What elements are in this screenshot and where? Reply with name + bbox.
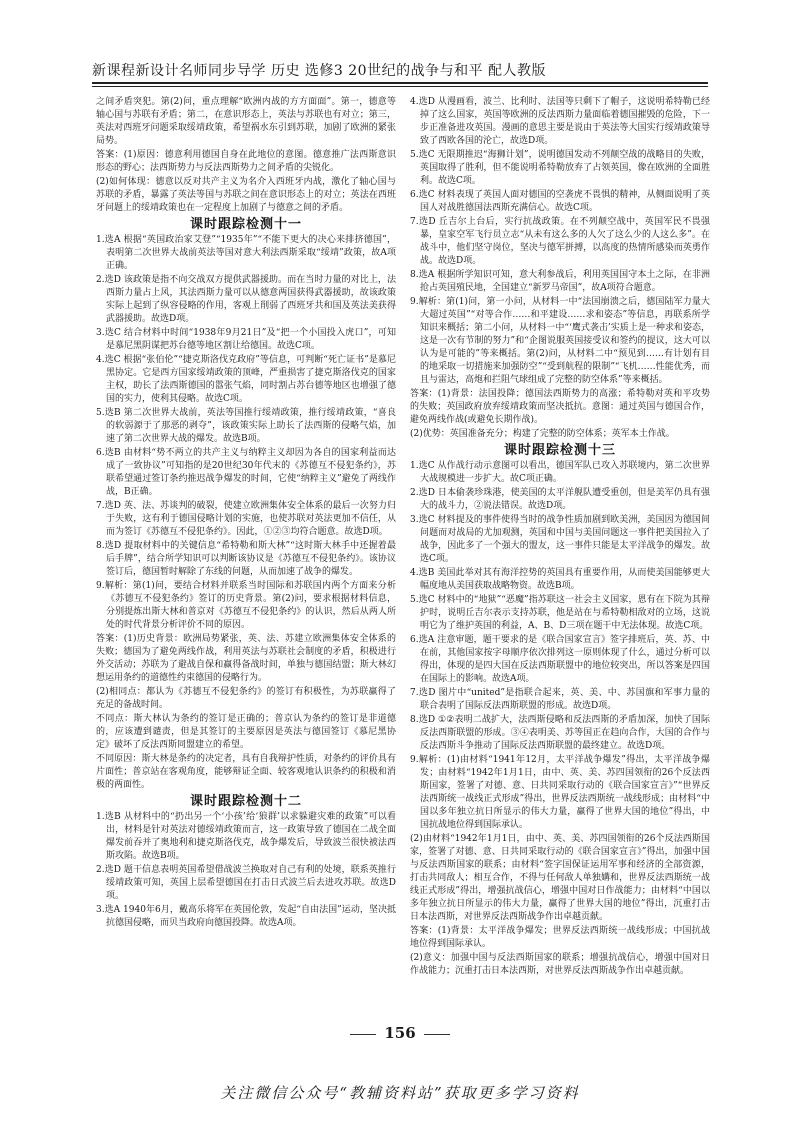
right-column: [410, 96, 710, 1056]
section-title-11: 课时跟踪检测十一: [189, 217, 302, 232]
question-item: 4.选D 从漫画看，波兰、比利时、法国等只剩下了帽子，这说明希特勒已经掉了这么国家，英国等欧洲的反法西斯力量面临着德国摧毁的危险，下一步正准备进攻英国。漫画的意思主要是说由于英法等大国实行绥靖政策导致了西欧各国的沦亡，故选D项。: [410, 97, 710, 146]
answer-paragraph: 答案：(1)原因：德意利用德国自身在此地位的意图。德意推广法西斯意识形态的野心；法西斯势力与反法西斯势力之间矛盾的尖锐化。: [96, 150, 396, 173]
question-item: 1.选B 从材料中的“扔出另一个‘小孩’给‘狼群’以求躲避灾难的政策”可以看出，材料是针对英法对德绥靖政策而言，这一政策导致了德国在二战全面爆发前吞并了奥地利和捷克斯洛伐克，战争爆发后，导致波兰很快被法西斯攻陷。故选B项。: [96, 812, 396, 861]
question-item: 7.选D 英、法、苏谈判的破裂，使建立欧洲集体安全体系的最后一次努力归于失败，这有利于德国侵略计划的实施，也使苏联对英法更加不信任，从而为签订《苏德互不侵犯条约》。因此，①②③均符合题意。故选D项。: [96, 501, 396, 537]
question-item: 8.选D 提取材料中的关键信息“希特勒和斯大林”“这时斯大林手中还握着最后手牌”，结合所学知识可以判断该协议是《苏德互不侵犯条约》。该协议签订后，德国暂时解除了东线的问题，从而加速了战争的爆发。: [96, 541, 396, 577]
question-item: 6.选A 注意审题，题干要求的是《联合国家宣言》签字排班后，英、苏、中在前，其他国家按字母顺序依次排列这一原则体现了什么，通过分析可以得出，体现的是四大国在反法西斯联盟中的地位较突出，所以答案是四国在国际上的影响。故选A项。: [410, 635, 710, 684]
paragraph: 之间矛盾突犯。第(2)问，重点理解“欧洲内战的方方面面”。第一，德意等轴心国与苏联有矛盾；第二，在意识形态上，英法与苏联也有对立；第三，英法对西班牙问题采取绥靖政策，希望祸水东引到苏联，加剧了欧洲的紧张局势。: [96, 97, 396, 146]
paragraph: (2)如何体现：德意以反对共产主义为名介入西班牙内战，激化了轴心国与苏联的矛盾，暴露了英法等国与苏联之间在意识形态上的对立；英法在西班牙问题上的绥靖政策也在一定程度上加剧了与德意之间的矛盾。: [96, 177, 396, 213]
question-item: 9.解析：(1)由材料“1941年12月，太平洋战争爆发”得出，太平洋战争爆发；由材料“1942年1月1日，由中、英、美、苏四国领衔的26个反法西斯国家，签署了对德、意、日共同采取行动的《联合国家宣言》”“世界反法西斯统一战线正式形成”得出，世界反法西斯统一战线形成；由材料“中国以多年独立抗日所显示的伟大力量，赢得了世界大国的地位”得出，中国抗战地位得到国际承认。: [410, 755, 710, 830]
paragraph: (2)优势：英国准备充分；构建了完整的防空体系；英军本土作战。: [410, 429, 675, 439]
question-item: 6.选C 材料表现了英国人面对德国的空袭虎不畏惧的精神，从侧面说明了英国人对战胜德国法西斯充满信心。故选C项。: [410, 190, 710, 213]
header-rule: [92, 82, 708, 87]
question-item: 9.解析：第(1)问，要结合材料并联系当时国际和苏联国内两个方面来分析《苏德互不侵犯条约》签订的历史背景。第(2)问，要求根据材料信息，分别提炼出斯大林和普京对《苏德互不侵犯条约》的认识，然后从两人所处的时代背景分析评价不同的原因。: [96, 581, 396, 630]
question-item: 7.选D 图片中“united”是指联合起来，英、美、中、苏国旗和军事力量的联合表明了国际反法西斯联盟的形成。故选D项。: [410, 688, 710, 711]
question-item: 8.选D ①②表明二战扩大，法西斯侵略和反法西斯的矛盾加深，加快了国际反法西斯联盟的形成。③④表明美、苏等国正在趋向合作，大国的合作与反法西斯斗争推动了国际反法西斯联盟的最终建立。故选D项。: [410, 715, 710, 751]
question-item: 5.选C 材料中的“地狱”“恶魔”指苏联这一社会主义国家，恩有在下院为其辩护时，说明丘吉尔表示支持苏联，他是站在与希特勒相敌对的立场，这说明它为了维护英国的利益，A、B、D三项在题干中无法体现。故选C项。: [410, 595, 710, 631]
page-number: [0, 1024, 800, 1042]
question-item: 3.选C 材料提及的事件使得当时的战争性质加剧到欧美洲，美国因为德国间问题而对战局的尤加观测，英国和中国与美国问题这一事件把美国拉入了战争，因此多了一个强大的盟友，这一事件只能是太平洋战争的爆发。故选C项。: [410, 515, 710, 564]
question-item: 1.选C 从作战行动示意图可以看出，德国军队已攻入苏联境内，第二次世界大战规模进一步扩大。故C项正确。: [410, 461, 710, 484]
question-item: 7.选D 丘吉尔上台后，实行抗战政策。在不列颠空战中，英国军民不畏强暴，皇家空军飞行员立志“从未有这么多的人欠了这么少的人这么多”。在战斗中，他们坚守岗位，坚决与德军拼搏，以高度的热情所感染而英勇作战。故选D项。: [410, 217, 710, 266]
question-item: 9.解析：第(1)问，第一小问，从材料一中“法国崩溃之后，德国陆军力量大大超过英国”“对等合作……和平建设……求和姿态”等信息，再联系所学知识来概括；第二小问，从材料一中“‘鹰式袭击’实质上是一种求和姿态，这是一次有节制的努力”和“企图说服英国接受议和签约的提议，这大可以认为是可能的”等来概括。第(2)问，从材料二中“预见到……有计划有目的地采取一切措施来加强防空”“受到航程的限制”“飞机……性能优秀，而且与雷达，高炮和拦阻气球组成了完整的防空体系”等来概括。: [410, 297, 710, 385]
footer-watermark: 关注微信公众号“教辅资料站”获取更多学习资料: [220, 1084, 580, 1102]
question-item: 2.选D 题干信息表明英国希望借战波兰换取对自己有利的处境，联系英推行绥靖政策可知，英国上层希望德国在打击日式波兰后去进攻苏联。故选D项。: [96, 865, 396, 901]
answer-paragraph: 答案：(1)背景：太平洋战争爆发；世界反法西斯统一战线形成；中国抗战地位得到国际承认。: [410, 926, 710, 949]
answer-paragraph: 答案：(1)历史背景：欧洲局势紧张，英、法、苏建立欧洲集体安全体系的失败；德国为了避免两线作战，利用英法与苏联社会制度的矛盾，积极进行外交活动；苏联为了避战自保和赢得备战时间，单独与德国结盟；斯大林幻想运用条约的道德性约束德国的侵略行为。: [96, 634, 396, 683]
page-number-dash: [350, 1034, 376, 1035]
paragraph: (2)意义：加强中国与反法西斯国家的联系；增强抗战信心，增强中国对日作战能力；沉重打击日本法西斯，对世界反法西斯战争作出卓越贡献。: [410, 953, 710, 976]
question-item: 4.选C 根据“张伯伦”“捷克斯洛伐克政府”等信息，可判断“死亡证书”是慕尼黑协定。它是西方国家绥靖政策的顶峰，严重损害了捷克斯洛伐克的国家主权，助长了法西斯德国的嚣张气焰，同时割占苏台德等地区也增强了德国的实力，使利其侵略。故选C项。: [96, 355, 396, 404]
left-column: [96, 96, 396, 1056]
paragraph: (2)由材料“1942年1月1日，由中、英、美、苏四国领衔的26个反法西斯国家，签署了对德、意、日共同采取行动的《联合国家宣言》”得出，加强中国与反法西斯国家的联系；由材料“签字国保证运用军事和经济的全部资源，打击共同敌人；相互合作，不得与任何敌人单独媾和，世界反法西斯统一战线正式形成”得出，增强抗战信心，增强中国对日作战能力；由材料“中国以多年独立抗日所显示的伟大力量，赢得了世界大国的地位”得出，沉重打击日本法西斯，对世界反法西斯战争作出卓越贡献。: [410, 834, 710, 922]
question-item: 3.选C 结合材料中时间“1938年9月21日”及“把一个小国投入虎口”，可知是慕尼黑阴谋把苏台德等地区割让给德国。故选C项。: [96, 328, 396, 351]
question-item: 5.选B 第二次世界大战前，英法等国推行绥靖政策，推行绥靖政策，“喜良的软弱源于了那恶的剥夺”，该政策实际上助长了法西斯的侵略气焰，加速了第二次世界大战的爆发。故选B项。: [96, 408, 396, 444]
page-number-text: 156: [384, 1024, 416, 1042]
question-item: 3.选A 1940年6月，戴高乐将军在英国伦敦，发起“自由法国”运动，坚决抵抗德国侵略，而贝当政府向德国投降。故选A项。: [96, 905, 396, 928]
section-title-12: 课时跟踪检测十二: [189, 794, 302, 809]
question-item: 6.选B 由材料“势不两立的共产主义与纳粹主义却因为各自的国家利益而达成了一致协议”可知指的是20世纪30年代末的《苏德互不侵犯条约》，苏联希望通过签订条约推迟战争爆发的时间，它使“纳粹主义”避免了两线作战，B正确。: [96, 448, 396, 497]
paragraph: 不同原因：斯大林是条约的决定者，具有自我辩护性质，对条约的评价具有片面性；普京站在客观角度，能够辩证全面、较客观地认识条约的积极和消极的两面性。: [96, 754, 396, 790]
question-item: 1.选A 根据“英国政治家艾登”“1935年”“不能下更大的决心来排挤德国”，表明第二次世界大战前英法等国对意大利法西斯采取“绥靖”政策，故A项正确。: [96, 235, 396, 271]
question-item: 2.选D 该政策是指不向交战双方提供武器援助。而在当时力量的对比上，法西斯力量占上风，其法西斯力量可以从德意两国获得武器援助，故该政策实际上起到了纵容侵略的作用，客观上削弱了西班牙共和国及英法美获得武器援助。故选D项。: [96, 275, 396, 324]
question-item: 5.选C 无限期推迟“海狮计划”，说明德国发动不列颠空战的战略目的失败，英国取得了胜利，但不能说明希特勒放弃了占领英国，像在欧洲的全面胜利。故选C项。: [410, 150, 710, 186]
paragraph: 不同点：斯大林认为条约的签订是正确的；普京认为条约的签订是非道德的，应该遭到谴责，但是其签订的主要原因是英法与德国签订《慕尼黑协定》破坏了反法西斯同盟建立的希望。: [96, 714, 396, 750]
question-item: 8.选A 根据所学知识可知，意大利参战后，利用英国国守本土之际，在非洲抢占英国殖民地，全国建立“新罗马帝国”，故A项符合题意。: [410, 270, 710, 293]
question-item: 4.选B 美国此举对其有海洋控势的英国具有重要作用，从而使美国能够更大幅度地从美国获取战略物资。故选B项。: [410, 568, 710, 591]
section-title-13: 课时跟踪检测十三: [503, 443, 616, 458]
page-number-dash: [424, 1034, 450, 1035]
paragraph: (2)相同点：都认为《苏德互不侵犯条约》的签订有积极性，为苏联赢得了充足的备战时间。: [96, 687, 396, 710]
question-item: 2.选D 日本偷袭珍珠港，使美国的太平洋舰队遭受重创，但是美军仍具有强大的战斗力，②说法错误。故选D项。: [410, 488, 710, 511]
answer-paragraph: 答案：(1)背景：法国投降；德国法西斯势力的高涨；希特勒对英和平攻势的失败；英国政府放弃绥靖政策而坚决抵抗。意图：通过英国与德国合作，避免两线作战(或避免长期作战)。: [410, 389, 710, 425]
page-header: 新课程新设计名师同步导学 历史 选修3 20世纪的战争与和平 配人教版: [92, 63, 547, 79]
